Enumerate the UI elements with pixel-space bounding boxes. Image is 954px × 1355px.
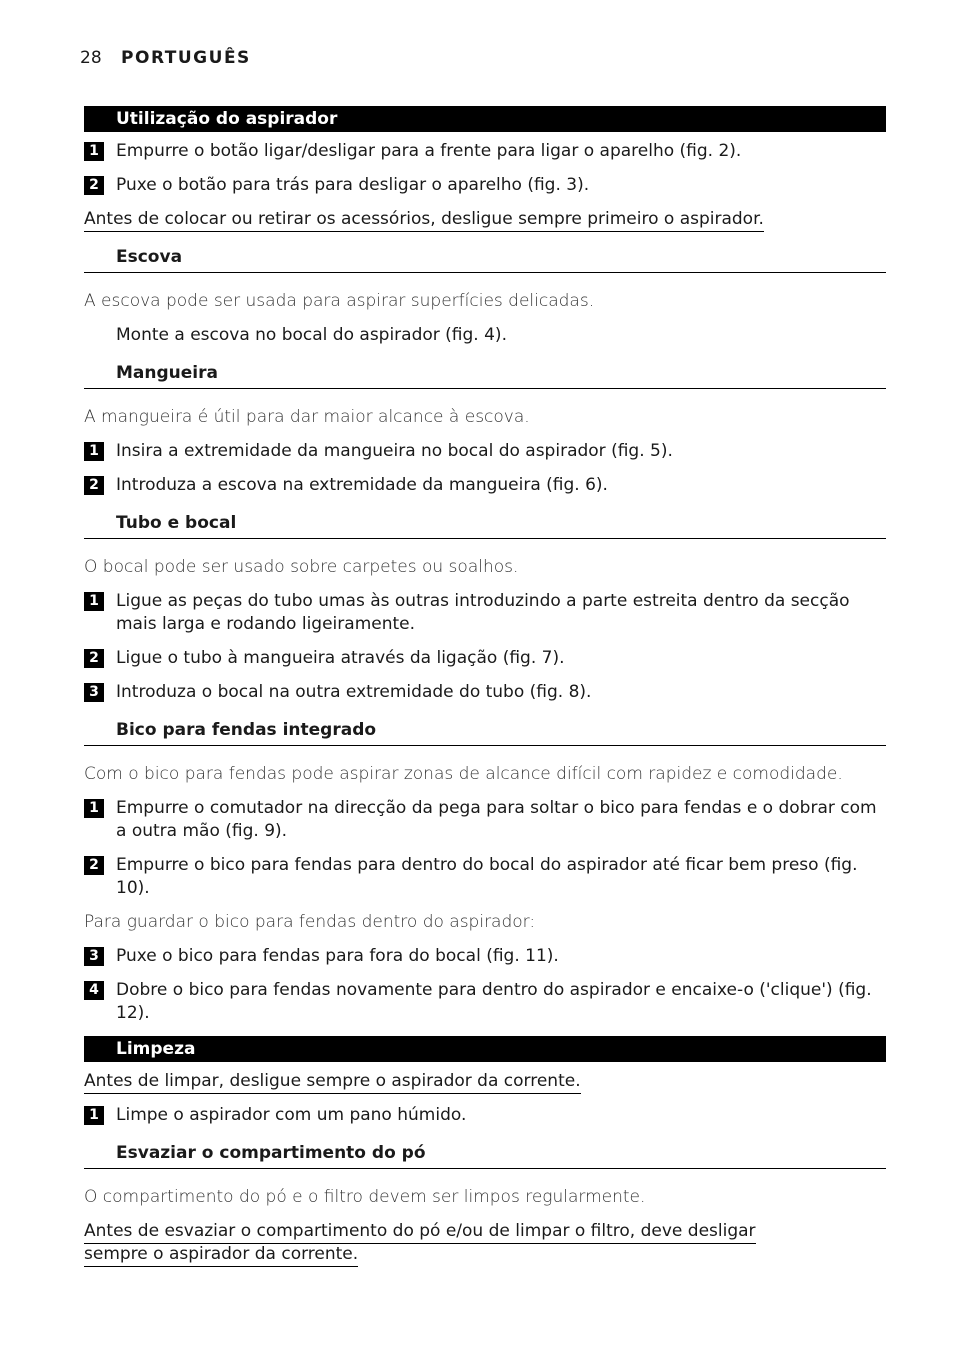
section-heading-tube: Tubo e bocal <box>84 512 886 539</box>
intro-text: O compartimento do pó e o filtro devem ser limpos regularmente. <box>84 1187 646 1207</box>
step-text: Puxe o bico para fendas para fora do bocal (fig. 11). <box>116 946 559 966</box>
step-text: Limpe o aspirador com um pano húmido. <box>116 1105 467 1125</box>
step-item <box>84 440 886 463</box>
step-number: 1 <box>84 142 104 161</box>
section-heading-brush: Escova <box>84 246 886 273</box>
step-text: Ligue as peças do tubo umas às outras introduzindo a parte estreita dentro da secção mais larga e rodando ligeiramente. <box>116 591 850 634</box>
step-item <box>84 647 886 670</box>
step-text: Insira a extremidade da mangueira no bocal do aspirador (fig. 5). <box>116 441 673 461</box>
intro-text: O bocal pode ser usado sobre carpetes ou soalhos. <box>84 557 519 577</box>
step-item <box>84 945 886 968</box>
step-item <box>84 797 886 843</box>
step-item <box>84 474 886 497</box>
step-number: 1 <box>84 442 104 461</box>
step-text: Introduza a escova na extremidade da mangueira (fig. 6). <box>116 475 608 495</box>
step-item <box>84 140 886 163</box>
instruction-text: Monte a escova no bocal do aspirador (fig. 4). <box>116 325 507 345</box>
step-item <box>84 1104 886 1127</box>
step-number: 4 <box>84 981 104 1000</box>
intro-text: A escova pode ser usada para aspirar superfícies delicadas. <box>84 291 595 311</box>
step-text: Empurre o bico para fendas para dentro do bocal do aspirador até ficar bem preso (fig. 10). <box>116 855 858 898</box>
section-heading-cleaning: Limpeza <box>84 1036 886 1062</box>
section-heading-crevice: Bico para fendas integrado <box>84 719 886 746</box>
step-number: 3 <box>84 683 104 702</box>
page-content <box>84 106 886 1277</box>
step-number: 2 <box>84 176 104 195</box>
step-number: 3 <box>84 947 104 966</box>
step-text: Dobre o bico para fendas novamente para dentro do aspirador e encaixe-o ('clique') (fig. 12). <box>116 980 872 1023</box>
warning-note: Antes de esvaziar o compartimento do pó e/ou de limpar o filtro, deve desligar sempre o aspirador da corrente. <box>84 1221 756 1267</box>
step-text: Introduza o bocal na outra extremidade do tubo (fig. 8). <box>116 682 592 702</box>
step-item <box>84 590 886 636</box>
step-text: Ligue o tubo à mangueira através da ligação (fig. 7). <box>116 648 565 668</box>
language-title: PORTUGUÊS <box>121 48 251 68</box>
page-number: 28 <box>80 48 102 68</box>
warning-note: Antes de colocar ou retirar os acessórios, desligue sempre primeiro o aspirador. <box>84 209 764 232</box>
step-item <box>84 174 886 197</box>
page-header <box>80 48 251 68</box>
section-heading-hose: Mangueira <box>84 362 886 389</box>
step-text: Empurre o botão ligar/desligar para a frente para ligar o aparelho (fig. 2). <box>116 141 742 161</box>
step-item <box>84 681 886 704</box>
step-text: Puxe o botão para trás para desligar o aparelho (fig. 3). <box>116 175 590 195</box>
step-item <box>84 854 886 900</box>
intro-text: Com o bico para fendas pode aspirar zonas de alcance difícil com rapidez e comodidade. <box>84 764 843 784</box>
step-number: 2 <box>84 476 104 495</box>
warning-note: Antes de limpar, desligue sempre o aspirador da corrente. <box>84 1071 581 1094</box>
step-number: 1 <box>84 1106 104 1125</box>
section-heading-emptying: Esvaziar o compartimento do pó <box>84 1142 886 1169</box>
step-number: 2 <box>84 649 104 668</box>
intro-text: A mangueira é útil para dar maior alcance à escova. <box>84 407 530 427</box>
step-number: 1 <box>84 799 104 818</box>
step-text: Empurre o comutador na direcção da pega para soltar o bico para fendas e o dobrar com a outra mão (fig. 9). <box>116 798 877 841</box>
step-number: 2 <box>84 856 104 875</box>
storage-intro-text: Para guardar o bico para fendas dentro do aspirador: <box>84 912 536 932</box>
section-heading-usage: Utilização do aspirador <box>84 106 886 132</box>
step-number: 1 <box>84 592 104 611</box>
step-item <box>84 979 886 1025</box>
